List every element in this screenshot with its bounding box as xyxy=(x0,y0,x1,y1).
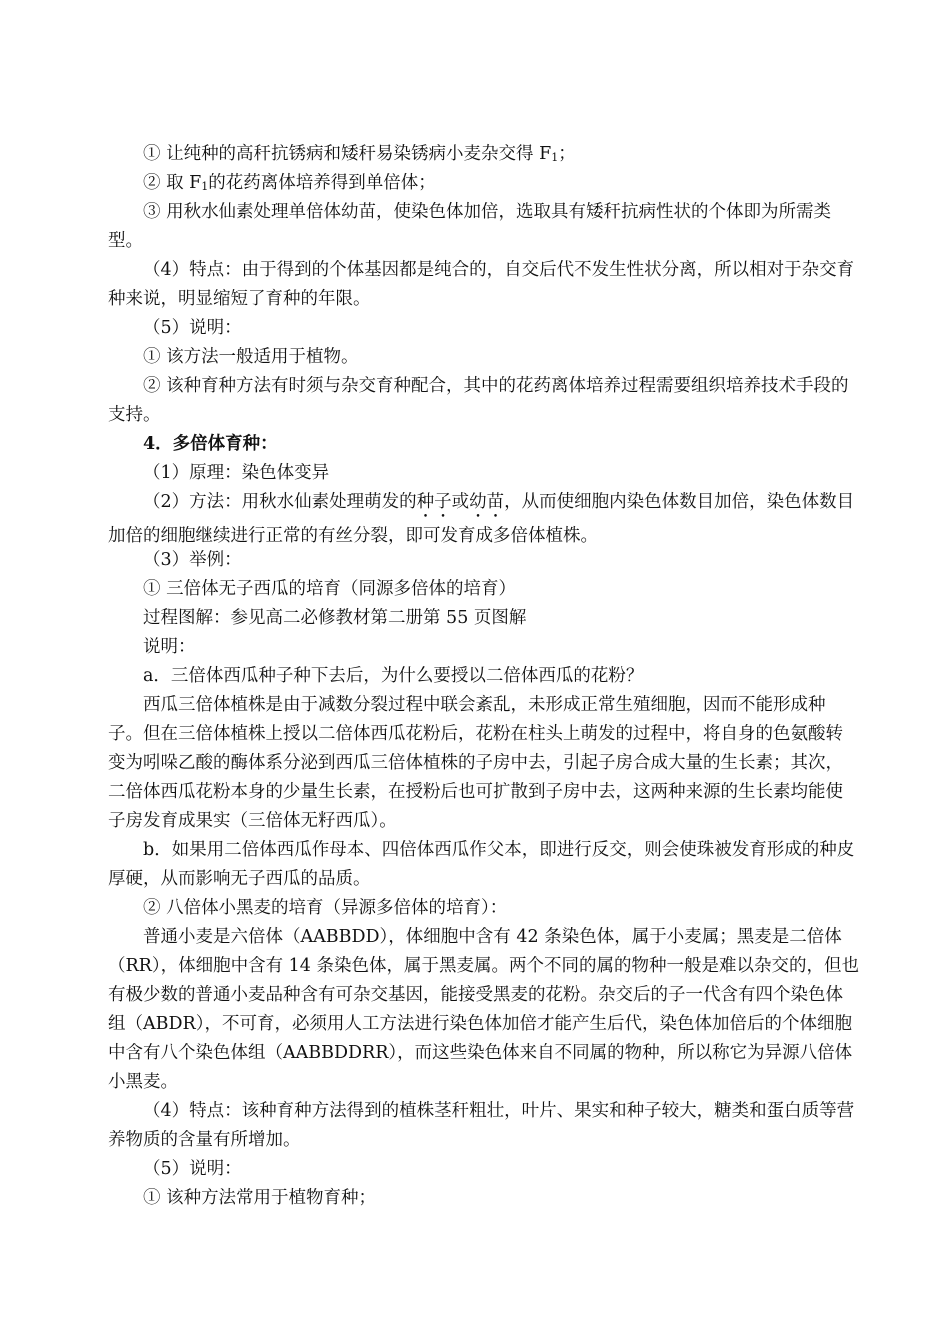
step-3: ③ 用秋水仙素处理单倍体幼苗，使染色体加倍，选取具有矮秆抗病性状的个体即为所需类型。 xyxy=(108,202,832,251)
step-2 xyxy=(108,169,860,201)
process-diagram-ref: 过程图解：参见高二必修教材第二册第 55 页图解 xyxy=(143,608,527,628)
step-2-text: ② 取 F xyxy=(143,173,202,193)
feature-paragraph: （4）特点：由于得到的个体基因都是纯合的，自交后代不发生性状分离，所以相对于杂交育种来说，明显缩短了育种的年限。 xyxy=(108,260,855,309)
note-1: ① 该方法一般适用于植物。 xyxy=(143,347,359,367)
explanation-label: 说明： xyxy=(143,637,196,657)
example-heading: （3）举例： xyxy=(143,550,242,570)
example-1: ① 三倍体无子西瓜的培育（同源多倍体的培育） xyxy=(143,579,517,599)
method-rest: ，从而使细胞内染色体数目加倍，染色体数目加倍的细胞继续进行正常的有丝分裂，即可发育成多倍体植株。 xyxy=(108,492,855,546)
note-heading: （5）说明： xyxy=(143,318,242,338)
method-paragraph xyxy=(108,488,860,551)
triticale-paragraph: 普通小麦是六倍体（AABBDD），体细胞中含有 42 条染色体，属于小麦属；黑麦是二倍体（RR），体细胞中含有 14 条染色体，属于黑麦属。两个不同的属的物种一般是难以杂交的，但也有极少数的普通小麦品种含有可杂交基因，能接受黑麦的花粉。杂交后的子一代含有四个染色体组（ABDR），不可育，必须用人工方法进行染色体加倍才能产生后代，染色体加倍后的个体细胞中含有八个染色体组（AABBDDRR），而这些染色体来自不同属的物种，所以称它为异源八倍体小黑麦。 xyxy=(108,927,859,1092)
f1-subscript: 1 xyxy=(551,151,559,164)
answer-a: 西瓜三倍体植株是由于减数分裂过程中联会紊乱，未形成正常生殖细胞，因而不能形成种子。但在三倍体植株上授以二倍体西瓜花粉后，花粉在柱头上萌发的过程中，将自身的色氨酸转变为吲哚乙酸的酶体系分泌到西瓜三倍体植株的子房中去，引起子房合成大量的生长素；其次，二倍体西瓜花粉本身的少量生长素，在授粉后也可扩散到子房中去，这两种来源的生长素均能使子房发育成果实（三倍体无籽西瓜）。 xyxy=(108,695,843,831)
step-1 xyxy=(108,140,860,172)
question-a: a．三倍体西瓜种子种下去后，为什么要授以二倍体西瓜的花粉？ xyxy=(143,666,644,686)
note-2: ② 该种育种方法有时须与杂交育种配合，其中的花药离体培养过程需要组织培养技术手段的支持。 xyxy=(108,376,849,425)
note-2-1: ① 该种方法常用于植物育种； xyxy=(143,1188,377,1208)
feature-paragraph-2: （4）特点：该种育种方法得到的植株茎秆粗壮，叶片、果实和种子较大，糖类和蛋白质等营养物质的含量有所增加。 xyxy=(108,1101,855,1150)
method-text: （2）方法：用秋水仙素处理萌发的 xyxy=(143,492,417,512)
section-heading-polyploid: 4．多倍体育种： xyxy=(143,434,278,454)
step-1-text: ① 让纯种的高秆抗锈病和矮秆易染锈病小麦杂交得 F xyxy=(143,144,552,164)
step-1-end: ； xyxy=(558,144,576,164)
method-or: 或 xyxy=(451,492,470,512)
emphasis-seed: 种子 xyxy=(416,492,452,512)
example-2: ② 八倍体小黑麦的培育（异源多倍体的培育）： xyxy=(143,898,508,918)
emphasis-seedling: 幼苗 xyxy=(469,492,505,512)
point-b: b．如果用二倍体西瓜作母本、四倍体西瓜作父本，即进行反交，则会使珠被发育形成的种皮厚硬，从而影响无子西瓜的品质。 xyxy=(108,840,855,889)
f1-subscript: 1 xyxy=(201,180,209,193)
step-2-end: 的花药离体培养得到单倍体； xyxy=(208,173,436,193)
note-heading-2: （5）说明： xyxy=(143,1159,242,1179)
principle: （1）原理：染色体变异 xyxy=(143,463,330,483)
